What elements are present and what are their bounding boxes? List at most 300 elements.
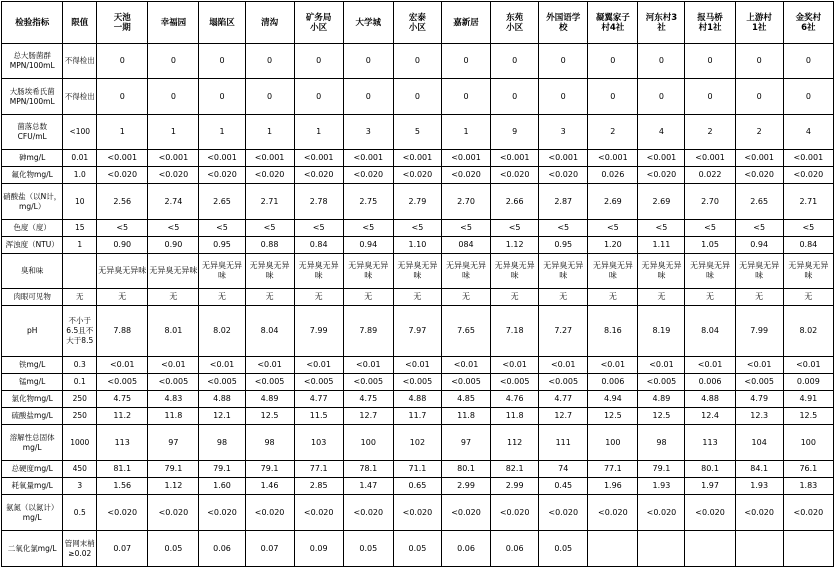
limit-cell: 无 [63, 289, 97, 306]
value-cell: 4.89 [638, 391, 685, 408]
value-cell: 81.1 [97, 461, 148, 478]
value-cell: 2.65 [735, 184, 783, 220]
value-cell: 2 [685, 115, 735, 150]
value-cell: 102 [393, 425, 441, 461]
value-cell: <0.020 [199, 495, 245, 531]
table-row [2, 220, 834, 237]
value-cell: 1 [199, 115, 245, 150]
value-cell [783, 531, 833, 567]
header-site [294, 2, 343, 44]
indicator-cell: 氨氮（以氮计）mg/L [2, 495, 63, 531]
value-cell: 无异臭无异味 [343, 254, 393, 289]
value-cell: 4.79 [735, 391, 783, 408]
value-cell: 7.27 [539, 306, 588, 357]
value-cell: <0.020 [783, 167, 833, 184]
value-cell: 103 [294, 425, 343, 461]
header-limit: 限值 [63, 2, 97, 44]
value-cell: <5 [393, 220, 441, 237]
value-cell: 8.02 [783, 306, 833, 357]
header-site-line: 小区 [408, 22, 426, 33]
value-cell: 无 [245, 289, 294, 306]
value-cell: <0.020 [294, 167, 343, 184]
header-site [245, 2, 294, 44]
value-cell: <0.020 [685, 495, 735, 531]
value-cell: 084 [441, 237, 490, 254]
value-cell: 无异臭无异味 [199, 254, 245, 289]
value-cell: 1.96 [588, 478, 638, 495]
value-cell: <0.020 [441, 167, 490, 184]
value-cell: 0 [783, 44, 833, 79]
value-cell: <0.001 [491, 150, 539, 167]
value-cell: 0.06 [491, 531, 539, 567]
value-cell: <0.001 [97, 150, 148, 167]
value-cell: 4.76 [491, 391, 539, 408]
value-cell: 76.1 [783, 461, 833, 478]
header-site-line: 上游村 [746, 12, 772, 23]
value-cell: 8.04 [685, 306, 735, 357]
value-cell: <0.01 [393, 357, 441, 374]
value-cell: 无异臭无异味 [539, 254, 588, 289]
value-cell: 无异臭无异味 [491, 254, 539, 289]
value-cell: <5 [441, 220, 490, 237]
value-cell: 98 [199, 425, 245, 461]
value-cell: <0.020 [343, 495, 393, 531]
indicator-cell: 硫酸盐mg/L [2, 408, 63, 425]
limit-cell: 450 [63, 461, 97, 478]
value-cell: <5 [97, 220, 148, 237]
value-cell: 0.84 [294, 237, 343, 254]
value-cell: 1 [294, 115, 343, 150]
value-cell: 5 [393, 115, 441, 150]
value-cell: 4 [783, 115, 833, 150]
value-cell: <0.01 [539, 357, 588, 374]
value-cell: <0.005 [294, 374, 343, 391]
value-cell: 1.12 [148, 478, 199, 495]
value-cell: 2.74 [148, 184, 199, 220]
header-site [491, 2, 539, 44]
header-site [343, 2, 393, 44]
value-cell: 0.94 [343, 237, 393, 254]
limit-cell: 1.0 [63, 167, 97, 184]
value-cell: <5 [783, 220, 833, 237]
value-cell: 2.87 [539, 184, 588, 220]
value-cell: 0.65 [393, 478, 441, 495]
indicator-cell: 浑浊度（NTU） [2, 237, 63, 254]
table-row [2, 115, 834, 150]
table-row [2, 478, 834, 495]
value-cell: 2 [735, 115, 783, 150]
value-cell: 71.1 [393, 461, 441, 478]
value-cell: 1 [245, 115, 294, 150]
value-cell: <0.020 [441, 495, 490, 531]
value-cell: 11.2 [97, 408, 148, 425]
value-cell: <0.01 [588, 357, 638, 374]
value-cell: <0.020 [539, 495, 588, 531]
value-cell: 无异臭无异味 [685, 254, 735, 289]
indicator-cell: 锰mg/L [2, 374, 63, 391]
value-cell: <0.01 [735, 357, 783, 374]
limit-cell: 0.3 [63, 357, 97, 374]
value-cell: 1.05 [685, 237, 735, 254]
value-cell: <0.020 [148, 167, 199, 184]
value-cell: 84.1 [735, 461, 783, 478]
value-cell: 0 [97, 79, 148, 115]
value-cell: 7.18 [491, 306, 539, 357]
value-cell: 104 [735, 425, 783, 461]
value-cell: 无 [685, 289, 735, 306]
limit-cell: 1 [63, 237, 97, 254]
value-cell: 0.05 [148, 531, 199, 567]
value-cell: 0.45 [539, 478, 588, 495]
value-cell: <0.005 [148, 374, 199, 391]
value-cell: 98 [245, 425, 294, 461]
indicator-cell: 总大肠菌群MPN/100mL [2, 44, 63, 79]
value-cell: 2.99 [491, 478, 539, 495]
header-site [685, 2, 735, 44]
value-cell: 1 [97, 115, 148, 150]
value-cell: 82.1 [491, 461, 539, 478]
value-cell: 1.60 [199, 478, 245, 495]
value-cell: 113 [685, 425, 735, 461]
value-cell: 无异臭无异味 [294, 254, 343, 289]
value-cell: 7.89 [343, 306, 393, 357]
value-cell: 4.94 [588, 391, 638, 408]
header-site-line: 6社 [801, 22, 816, 33]
value-cell: 4.89 [245, 391, 294, 408]
limit-cell: 0.5 [63, 495, 97, 531]
indicator-cell: 铁mg/L [2, 357, 63, 374]
value-cell: <0.005 [539, 374, 588, 391]
value-cell: 0.94 [735, 237, 783, 254]
header-site-line: 外国语学 [546, 12, 581, 23]
indicator-cell: 肉眼可见物 [2, 289, 63, 306]
value-cell: <5 [735, 220, 783, 237]
value-cell: 0 [393, 44, 441, 79]
value-cell: <0.01 [783, 357, 833, 374]
indicator-cell: 耗氧量mg/L [2, 478, 63, 495]
value-cell: 1 [441, 115, 490, 150]
value-cell: 0 [393, 79, 441, 115]
header-site-line: 一期 [113, 22, 131, 33]
value-cell: 0.05 [343, 531, 393, 567]
value-cell: <5 [294, 220, 343, 237]
value-cell: 4.83 [148, 391, 199, 408]
value-cell: <0.001 [735, 150, 783, 167]
header-site-line: 社 [657, 22, 666, 33]
value-cell: <0.020 [343, 167, 393, 184]
header-site [97, 2, 148, 44]
indicator-cell: 大肠埃希氏菌MPN/100mL [2, 79, 63, 115]
value-cell: <0.020 [148, 495, 199, 531]
value-cell: 0 [245, 79, 294, 115]
indicator-cell: 菌落总数CFU/mL [2, 115, 63, 150]
value-cell: 4.75 [343, 391, 393, 408]
value-cell: 0 [588, 79, 638, 115]
value-cell [588, 531, 638, 567]
value-cell: <0.01 [343, 357, 393, 374]
value-cell: 0 [491, 44, 539, 79]
header-site [393, 2, 441, 44]
table-row [2, 374, 834, 391]
value-cell: 0 [97, 44, 148, 79]
value-cell: <0.001 [294, 150, 343, 167]
indicator-cell: 氯化物mg/L [2, 391, 63, 408]
value-cell: <5 [638, 220, 685, 237]
value-cell: 0 [245, 44, 294, 79]
value-cell: <0.005 [491, 374, 539, 391]
value-cell: 12.7 [539, 408, 588, 425]
header-site-line: 凝翼家子 [595, 12, 630, 23]
header-site-line: 金奖村 [795, 12, 822, 23]
value-cell: 无 [148, 289, 199, 306]
value-cell: 4.88 [199, 391, 245, 408]
value-cell: 1.47 [343, 478, 393, 495]
value-cell: 12.7 [343, 408, 393, 425]
value-cell: 无异臭无异味 [148, 254, 199, 289]
table-row [2, 495, 834, 531]
value-cell: 1.11 [638, 237, 685, 254]
table-body [2, 44, 834, 567]
indicator-cell: pH [2, 306, 63, 357]
value-cell: 2.79 [393, 184, 441, 220]
value-cell: <0.005 [441, 374, 490, 391]
limit-cell: 不得检出 [63, 79, 97, 115]
value-cell: 无异臭无异味 [735, 254, 783, 289]
value-cell: 0.06 [441, 531, 490, 567]
value-cell: 无 [491, 289, 539, 306]
value-cell: <0.020 [588, 495, 638, 531]
limit-cell: 250 [63, 408, 97, 425]
table-row [2, 408, 834, 425]
value-cell: 12.5 [588, 408, 638, 425]
value-cell: 0 [638, 79, 685, 115]
value-cell: 0 [148, 44, 199, 79]
value-cell: 2.71 [783, 184, 833, 220]
value-cell: 111 [539, 425, 588, 461]
limit-cell: 不小于6.5且不大于8.5 [63, 306, 97, 357]
value-cell: 9 [491, 115, 539, 150]
value-cell: 98 [638, 425, 685, 461]
value-cell: 无异臭无异味 [638, 254, 685, 289]
header-site-line: 河东村3 [645, 12, 678, 23]
value-cell: 1.93 [638, 478, 685, 495]
value-cell: 7.88 [97, 306, 148, 357]
value-cell: 2.69 [638, 184, 685, 220]
value-cell: 2.70 [441, 184, 490, 220]
value-cell: 80.1 [685, 461, 735, 478]
value-cell: <0.001 [393, 150, 441, 167]
limit-cell: 不得检出 [63, 44, 97, 79]
value-cell: 78.1 [343, 461, 393, 478]
water-quality-table [1, 1, 834, 567]
value-cell: 77.1 [294, 461, 343, 478]
table-row [2, 237, 834, 254]
value-cell: 0 [148, 79, 199, 115]
value-cell: 0 [638, 44, 685, 79]
value-cell: 无异臭无异味 [441, 254, 490, 289]
value-cell: 79.1 [638, 461, 685, 478]
value-cell: 1.83 [783, 478, 833, 495]
value-cell: 0 [294, 79, 343, 115]
value-cell: <0.005 [638, 374, 685, 391]
value-cell: <0.01 [638, 357, 685, 374]
header-site [441, 2, 490, 44]
table-row [2, 254, 834, 289]
value-cell [735, 531, 783, 567]
header-site [539, 2, 588, 44]
value-cell: 1 [148, 115, 199, 150]
limit-cell [63, 254, 97, 289]
value-cell: <0.005 [393, 374, 441, 391]
value-cell: 0 [441, 44, 490, 79]
table-row [2, 425, 834, 461]
value-cell: <0.020 [294, 495, 343, 531]
value-cell: 0.022 [685, 167, 735, 184]
limit-cell: 3 [63, 478, 97, 495]
value-cell: 2.66 [491, 184, 539, 220]
value-cell: 0 [783, 79, 833, 115]
value-cell: <0.020 [97, 495, 148, 531]
value-cell: 1.20 [588, 237, 638, 254]
value-cell: <0.01 [245, 357, 294, 374]
limit-cell: 管网末梢≥0.02 [63, 531, 97, 567]
value-cell: 79.1 [245, 461, 294, 478]
table-row [2, 44, 834, 79]
value-cell: 2.69 [588, 184, 638, 220]
value-cell: 2.78 [294, 184, 343, 220]
header-site-line: 幸福园 [160, 17, 187, 28]
indicator-cell: 色度（度） [2, 220, 63, 237]
value-cell: 0 [539, 79, 588, 115]
value-cell: 8.19 [638, 306, 685, 357]
value-cell: 0 [343, 79, 393, 115]
value-cell: 无异臭无异味 [245, 254, 294, 289]
value-cell: <0.001 [148, 150, 199, 167]
table-row [2, 461, 834, 478]
value-cell: <0.020 [245, 167, 294, 184]
value-cell: 4 [638, 115, 685, 150]
indicator-cell: 氟化物mg/L [2, 167, 63, 184]
value-cell: 0 [491, 79, 539, 115]
value-cell: <0.020 [245, 495, 294, 531]
value-cell: 11.7 [393, 408, 441, 425]
header-site-line: 嘉新居 [453, 17, 479, 28]
table-row [2, 306, 834, 357]
value-cell: 4.88 [685, 391, 735, 408]
value-cell: 8.02 [199, 306, 245, 357]
value-cell: 0.88 [245, 237, 294, 254]
value-cell: 12.5 [245, 408, 294, 425]
value-cell: 12.5 [638, 408, 685, 425]
value-cell: 0.05 [539, 531, 588, 567]
value-cell: 0 [685, 44, 735, 79]
limit-cell: 250 [63, 391, 97, 408]
value-cell: <0.01 [685, 357, 735, 374]
table-row [2, 289, 834, 306]
value-cell: <0.020 [491, 167, 539, 184]
value-cell: 3 [343, 115, 393, 150]
value-cell: 无异臭无异味 [97, 254, 148, 289]
header-site-line: 天池 [113, 12, 131, 23]
header-site [638, 2, 685, 44]
value-cell: 无 [343, 289, 393, 306]
value-cell: <0.001 [783, 150, 833, 167]
header-indicator: 检验指标 [2, 2, 63, 44]
value-cell: 0.95 [199, 237, 245, 254]
value-cell: 97 [441, 425, 490, 461]
value-cell: 无异臭无异味 [783, 254, 833, 289]
table-row [2, 357, 834, 374]
value-cell: 0 [735, 44, 783, 79]
header-site [588, 2, 638, 44]
value-cell: 0.84 [783, 237, 833, 254]
value-cell: 12.1 [199, 408, 245, 425]
table-row [2, 391, 834, 408]
value-cell: <0.01 [148, 357, 199, 374]
header-site-line: 报马桥 [697, 12, 723, 23]
table-row [2, 531, 834, 567]
header-site-line: 校 [558, 22, 568, 33]
value-cell: 2.56 [97, 184, 148, 220]
value-cell: 2.75 [343, 184, 393, 220]
value-cell: 0.009 [783, 374, 833, 391]
indicator-cell: 总硬度mg/L [2, 461, 63, 478]
indicator-cell: 臭和味 [2, 254, 63, 289]
value-cell: <0.001 [685, 150, 735, 167]
value-cell: 2.70 [685, 184, 735, 220]
limit-cell: 10 [63, 184, 97, 220]
header-site-line: 东苑 [506, 12, 524, 23]
value-cell: 0 [199, 44, 245, 79]
value-cell: <0.020 [393, 495, 441, 531]
value-cell: 80.1 [441, 461, 490, 478]
value-cell: <0.005 [735, 374, 783, 391]
value-cell: <0.01 [97, 357, 148, 374]
value-cell: <0.001 [441, 150, 490, 167]
value-cell: 0 [441, 79, 490, 115]
value-cell: <0.020 [638, 495, 685, 531]
header-site-line: 大学城 [355, 17, 382, 28]
value-cell: <0.01 [491, 357, 539, 374]
value-cell: 4.77 [539, 391, 588, 408]
value-cell: 12.3 [735, 408, 783, 425]
value-cell: 7.65 [441, 306, 490, 357]
value-cell: 2.71 [245, 184, 294, 220]
value-cell: 4.88 [393, 391, 441, 408]
indicator-cell: 溶解性总固体mg/L [2, 425, 63, 461]
limit-cell: 0.1 [63, 374, 97, 391]
value-cell: 4.75 [97, 391, 148, 408]
value-cell: <0.005 [343, 374, 393, 391]
value-cell: 0 [294, 44, 343, 79]
value-cell: 113 [97, 425, 148, 461]
value-cell: 1.56 [97, 478, 148, 495]
header-site-line: 村4社 [601, 22, 625, 33]
value-cell: 无 [441, 289, 490, 306]
header-row [2, 2, 834, 44]
value-cell: 12.4 [685, 408, 735, 425]
value-cell: 0 [343, 44, 393, 79]
value-cell: 8.01 [148, 306, 199, 357]
value-cell: 8.04 [245, 306, 294, 357]
header-site [199, 2, 245, 44]
value-cell: <0.001 [638, 150, 685, 167]
header-site-line: 小区 [310, 22, 328, 33]
value-cell: 11.8 [491, 408, 539, 425]
value-cell: <0.001 [343, 150, 393, 167]
value-cell: 1.46 [245, 478, 294, 495]
value-cell: 0.006 [588, 374, 638, 391]
